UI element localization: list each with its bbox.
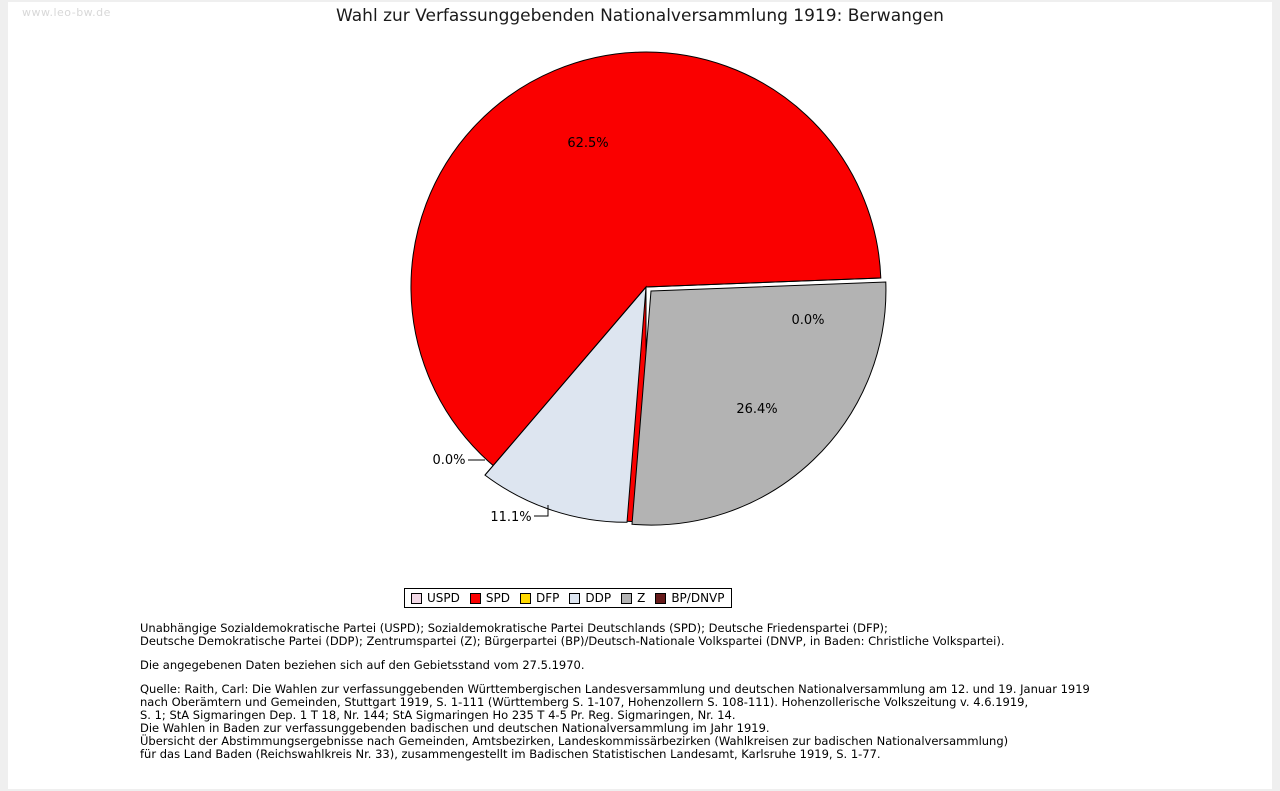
pie-svg (8, 32, 1272, 552)
footnote-parties (140, 622, 1240, 648)
legend-swatch-ddp (569, 593, 580, 604)
pie-chart (8, 32, 1272, 552)
legend-label-ddp: DDP (585, 591, 612, 605)
legend-swatch-uspd (411, 593, 422, 604)
footnote-parties-line-2: Deutsche Demokratische Partei (DDP); Zentrumspartei (Z); Bürgerpartei (BP)/Deutsch-Nationale Volkspartei (DNVP, in Baden: Christliche Volkspartei). (140, 634, 1005, 648)
pie-label-uspd: 0.0% (432, 453, 466, 468)
footnote-parties-line-1: Unabhängige Sozialdemokratische Partei (USPD); Sozialdemokratische Partei Deutschlands (SPD); Deutsche Friedenspartei (DFP); (140, 621, 888, 635)
footnote-source-line-4: Die Wahlen in Baden zur verfassunggebenden badischen und deutschen Nationalversammlung im Jahr 1919. (140, 721, 770, 735)
legend-swatch-dfp (520, 593, 531, 604)
footnote-territory-line-1: Die angegebenen Daten beziehen sich auf den Gebietsstand vom 27.5.1970. (140, 658, 585, 672)
legend-item-ddp[interactable] (569, 591, 611, 605)
footnote-source-line-3: S. 1; StA Sigmaringen Dep. 1 T 18, Nr. 144; StA Sigmaringen Ho 235 T 4-5 Pr. Reg. Sigmaringen, Nr. 14. (140, 708, 736, 722)
legend-label-bp-dnvp: BP/DNVP (671, 591, 725, 605)
footnote-source-line-1: Quelle: Raith, Carl: Die Wahlen zur verfassunggebenden Württembergischen Landesversammlung und deutschen Nationalversammlung am 12. und 19. Januar 1919 (140, 682, 1090, 696)
legend-label-uspd: USPD (427, 591, 460, 605)
footnote-source-line-2: nach Oberämtern und Gemeinden, Stuttgart 1919, S. 1-111 (Württemberg S. 1-107, Hohenzollern S. 108-111). Hohenzollerische Volkszeitung v. 4.6.1919, (140, 695, 1029, 709)
pie-label-spd: 62.5% (567, 136, 609, 151)
legend-swatch-bp-dnvp (655, 593, 666, 604)
footnote-source (140, 683, 1240, 761)
legend-item-spd[interactable] (470, 591, 510, 605)
legend-swatch-spd (470, 593, 481, 604)
legend-item-dfp[interactable] (520, 591, 559, 605)
footnote-source-line-5: Übersicht der Abstimmungsergebnisse nach Gemeinden, Amtsbezirken, Landeskommissärbezirken (Wahlkreisen zur badischen Nationalversammlung) (140, 734, 1009, 748)
legend-label-spd: SPD (485, 591, 510, 605)
legend-label-z: Z (637, 591, 646, 605)
pie-label-ddp: 11.1% (490, 510, 532, 525)
watermark: www.leo-bw.de (22, 6, 111, 19)
legend-label-dfp: DFP (535, 591, 560, 605)
page-title: Wahl zur Verfassunggebenden Nationalversammlung 1919: Berwangen (336, 6, 944, 26)
legend-item-z[interactable] (621, 591, 645, 605)
footnotes (140, 622, 1240, 761)
pie-label-z: 26.4% (736, 402, 778, 417)
footnote-territory (140, 659, 1240, 672)
footnote-source-line-6: für das Land Baden (Reichswahlkreis Nr. 33), zusammengestellt im Badischen Statistischen Landesamt, Karlsruhe 1919, S. 1-77. (140, 747, 881, 761)
pie-label-bp-dnvp: 0.0% (791, 313, 825, 328)
legend (404, 588, 732, 608)
legend-item-uspd[interactable] (411, 591, 460, 605)
legend-item-bp-dnvp[interactable] (655, 591, 724, 605)
legend-swatch-z (621, 593, 632, 604)
